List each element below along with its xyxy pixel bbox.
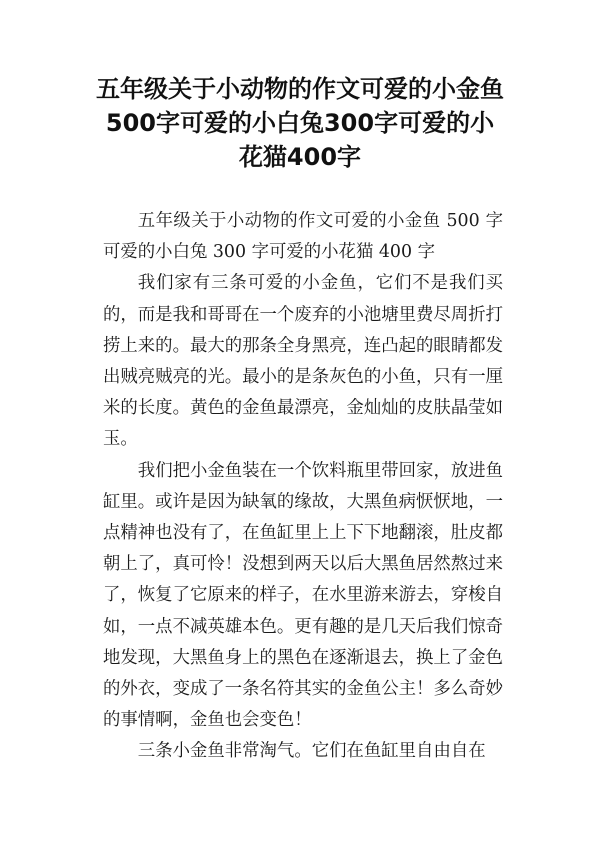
paragraph: 我们把小金鱼装在一个饮料瓶里带回家，放进鱼缸里。或许是因为缺氧的缘故，大黑鱼病恹恹地，一点精神也没有了，在鱼缸里上上下下地翻滚，肚皮都朝上了，真可怜！没想到两天以后大黑鱼居然熬过来了，恢复了它原来的样子，在水里游来游去，穿梭自如，一点不减英雄本色。更有趣的是几天后我们惊奇地发现，大黑鱼身上的黑色在逐渐退去，换上了金色的外衣，变成了一条名符其实的金鱼公主！多么奇妙的事情啊，金鱼也会变色！ [103,460,504,731]
paragraph: 我们家有三条可爱的小金鱼，它们不是我们买的，而是我和哥哥在一个废弃的小池塘里费尽周折打捞上来的。最大的那条全身黑亮，连凸起的眼睛都发出贼亮贼亮的光。最小的是条灰色的小鱼，只有一厘米的长度。黄色的金鱼最漂亮，金灿灿的皮肤晶莹如玉。 [103,273,503,450]
document-title: 五年级关于小动物的作文可爱的小金鱼500字可爱的小白兔300字可爱的小花猫400字 [96,75,504,171]
paragraph: 三条小金鱼非常淘气。它们在鱼缸里自由自在 [137,741,486,762]
paragraph: 五年级关于小动物的作文可爱的小金鱼 500 字可爱的小白兔 300 字可爱的小花猫 400 字 [103,211,503,263]
document-body [103,206,503,768]
